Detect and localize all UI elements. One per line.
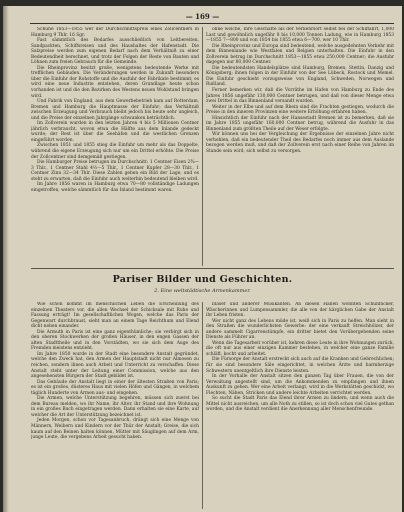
paragraph: Wie schon kommt im menschlichen Leben die Erscheinung des einzelnen Theaters vor, die allen Wechsel der Schicksale mit Ruhe und Fassung erträgt! Im gesellschaftlichen Wogen, welche das Paris der Gegenwart durchbraust, sieht man an einem Tage Reichthum und Elend dicht neben einander.: [31, 302, 199, 330]
paragraph: Im Jahre 1856 waren in Hamburg etwa 70—80 vollständige Ladungen eingetroffen, welche sämmtlich für das Inland bestimmt waren.: [31, 182, 199, 193]
paragraph: Wer nicht ganz des Lebens müde ist, weiß sich in Paris zu helfen. Man sieht in den Straßen die wunderlichsten Gewerbe: der eine verkauft Streichhölzer, der andere sammelt Cigarrenstümpfe, ein dritter bietet den Vorübergehenden seine Dienste als Führer an.: [206, 318, 394, 341]
paragraph: Schuhe 1853—1855 wer der Durchschnittspreis eines Zollcentners in Hamburg 9 Thlr. 16 Sgr.: [31, 27, 199, 38]
paragraph: In der Vorhalle der Anstalt sitzen den ganzen Tag über Frauen, die von der Verwaltung angestellt sind, um die Ankommenden zu empfangen und ihnen Auskunft zu geben. Wer eine Arbeit verlangt, wird in die Werkstätten geschickt, wo Flechten, Nähen, Stricken und andere leichte Arbeiten verrichtet werden.: [206, 374, 394, 396]
section-title: Pariser Bilder und Geschichten.: [112, 274, 293, 285]
header-rule: [30, 23, 394, 24]
column-divider: [202, 302, 203, 509]
paragraph: Das Gebäude der Anstalt liegt in einer der ältesten Straßen von Paris; es ist ein großes, düsteres Haus mit vielen Höfen und Gängen, in welchem täglich Hunderte von Armen aus- und eingehen.: [31, 379, 199, 396]
paragraph: Im Zollverein wurden in den letzten Jahren 4 bis 5 Millionen Centner jährlich verbraucht, wovon etwa die Hälfte aus dem Inlande gedeckt wurde; der Rest ist über die Seehäfen und die westlichen Grenzen eingeführt worden.: [31, 121, 199, 143]
paragraph: Die Armuth in Paris ist eine ganz eigenthümliche; sie verbirgt sich in den oberen Stockwerken der großen Häuser, in den engen Gassen der alten Stadttheile und in den Vorstädten, wo sie sich dem Auge des Fremden meistens entzieht.: [31, 329, 199, 352]
paragraph: ohne welche, Ihre Geschäfte als der Verkehrsort selbst bei der Schiffahrt, 1,000 Last und gewöhnlich ungefähr 8 bis 10,000 Tonnen Ladung, wie in Hamburg 1853—1855 7—800 und von 1854 bis 1855 etwa 6—700, wer 10 Thlr.: [206, 27, 394, 44]
section-subtitle: 2. Eine weltstädtische Armenkammer.: [154, 288, 251, 294]
paragraph: Im Jahre 1850 wurde in der Stadt eine besondere Anstalt gegründet, welche den Zweck hat, den Armen der Hauptstadt nicht nur Almosen zu reichen, sondern ihnen auch Arbeit und Unterricht zu verschaffen. Diese Anstalt steht unter der Leitung einer Commission, welche aus den angesehensten Bürgern der Stadt gebildet ist.: [31, 351, 199, 380]
paragraph: Die bedeutendsten Handelsplätze sind Hamburg, Bremen, Stettin, Danzig und Königsberg; ihnen folgen in der Einfuhr von der See Lübeck, Rostock und Memel. Die Einfuhr geschieht vorzugsweise von England, Schweden, Norwegen und Rußland.: [206, 65, 394, 88]
paragraph: Die Rheinprovinz besitzt große, wenigstens bedeutende Werke mit trefflichen Gebäuden. Die Veränderungen werden in Zukunft besonders über die Einfuhr der Rohstoffe und die Ausfuhr der Fabrikate bestimmt; es wird eine neue Industrie entstehen, deren Grundlage heute schon vorhanden ist und die den Bezirken des Westens neuen Wohlstand bringen wird.: [31, 65, 199, 99]
paragraph: Fast sämmtlich des Bedarfes ausschließlich von Leitbereiten, Sandpackten, Schiffsreisen und des Haushaltes der Hafenstadt. Die Salzpreise werden zum eigenen Bedarf nach dem Verhältniß zu einer Bedeutendheit berechnet, und trotz der Folgen der Reste von Bauten und Löhnen zum freien Gebrauch für die Gemeinde.: [31, 38, 199, 66]
paragraph: Die Fürsorge der Anstalt erstreckt sich auch auf die Kranken und Gebrechlichen; für sie sind besondere Säle eingerichtet, in welchen Ärzte und barmherzige Schwestern unentgeltlich ihre Dienste leisten.: [206, 357, 394, 374]
paragraph: Und Fabrik von England, aus dem Gewerbebetrieb kam auf Rotterdam, Bremen und Hamburg die Hauptmasse der Einfuhr; das Verhältniß zwischen Erzeugung und Verbrauch bleibt jedoch bis heute sehr ungleich, und die Preise der einzelnen Jahrgänge schwanken beträchtlich.: [31, 99, 199, 121]
newspaper-page: [3, 6, 402, 512]
paragraph: Die Rheinprovinz und Europa sind bedeutend, welche ausgedehnten Verkehr mit dem Binnenlande wie Westfalen und Belgien unterhalten. Die Einfuhr in den Zollverein betrug im Durchschnitt 1853—1855 etwa 250,000 Centner; die Ausfuhr dagegen nur 80,000 Centner.: [206, 43, 394, 66]
paragraph: Die Armen, welche Unterstützung begehren, müssen sich zuerst bei dem Bureau melden, wo ihr Name, ihr Alter, ihr Stand und ihre Wohnung in ein großes Buch eingetragen werden. Dann erhalten sie eine Karte, auf welcher die Art der Unterstützung bezeichnet ist.: [31, 396, 199, 418]
paragraph: Hinsichtlich der Einfuhr nach der Hansestadt Bremen ist zu bemerken, daß sie im Jahre 1855 ungefähr 160,000 Centner betrug, während die Ausfuhr in das Binnenland zum größten Theile auf der Weser erfolgte.: [206, 115, 394, 132]
page-gutter-shadow: [3, 6, 9, 512]
article-column-bottom-left: [31, 302, 199, 509]
paragraph: Wir können uns bei der Vergleichung der Ergebnisse der einzelnen Jahre nicht verhehlen, daß ein bedeutender Theil des Bedarfes noch immer aus dem Auslande bezogen werden muß, und daß der Zollverein erst nach einer Reihe von Jahren im Stande sein wird, sich selbst zu versorgen.: [206, 132, 394, 155]
section-rule: [31, 268, 394, 269]
article-column-bottom-right: [206, 302, 394, 509]
article-column-top-left: [31, 27, 199, 266]
paragraph: Die Hamburger Preise betrugen im Durchschnitt: 1 Centner Eisen 2¾—3 Thlr., 1 Centner Stahl 4½—5 Thlr., 1 Centner Kupfer 28—30 Thlr., 1 Centner Zinn 32—34 Thlr. Diese Zahlen geben ein Bild der Lage, und es steht zu erwarten, daß die Einfuhr auch weiterhin bedeutend bleiben wird.: [31, 160, 199, 182]
article-column-top-right: [206, 27, 394, 266]
paragraph: Zwischen 1851 und 1855 stieg die Einfuhr um mehr als das Doppelte, während die eigene Erzeugung sich nur um ein Drittel erhöhte. Die Preise der Zollcentner sind demgemäß gestiegen.: [31, 143, 199, 160]
paragraph: Jeden Morgen, schon vor Tagesanbruch, drängt sich eine Menge von Männern, Weibern und Kindern vor der Thür der Anstalt; Greise, die sich kaum auf den Beinen halten können, Mütter mit Säuglingen auf dem Arm, junge Leute, die vergebens Arbeit gesucht haben.: [31, 418, 199, 441]
paragraph: Weiter in der Elbe und auf dem Rhein sind die Frachten gestiegen, wodurch die Preise in den inneren Provinzen eine weitere Erhöhung erfahren haben.: [206, 104, 394, 116]
paragraph: bläser und anderer Musikanten. An diesen Hallen wohnten Schuhflicker, Wäscherinnen und Lumpensammler, die alle von der kärglichen Gabe der Anstalt ihr Leben fristen.: [206, 302, 394, 319]
paragraph: Wenn die Tagesarbeit vorüber ist, kehren diese Leute in ihre Wohnungen zurück, die oft nur aus einer einzigen Kammer bestehen, in welcher eine ganze Familie schläft, kocht und arbeitet.: [206, 340, 394, 357]
column-divider: [202, 27, 203, 266]
page-number: — 169 —: [185, 12, 220, 21]
paragraph: Ferner bemerken wir, daß die Vorräthe im Hafen von Hamburg zu Ende des Jahres 1856 ungefähr 130,000 Centner betrugen, und daß von dieser Menge etwa zwei Drittel in das Binnenland versandt wurden.: [206, 88, 394, 105]
paragraph: So sucht die Stadt Paris das Elend ihrer Armen zu lindern, und wenn auch die Mittel nicht ausreichen, um alle Noth zu stillen, so ist doch schon viel Gutes gethan worden, und die Anstalt verdient die Anerkennung aller Menschenfreunde.: [206, 396, 394, 413]
